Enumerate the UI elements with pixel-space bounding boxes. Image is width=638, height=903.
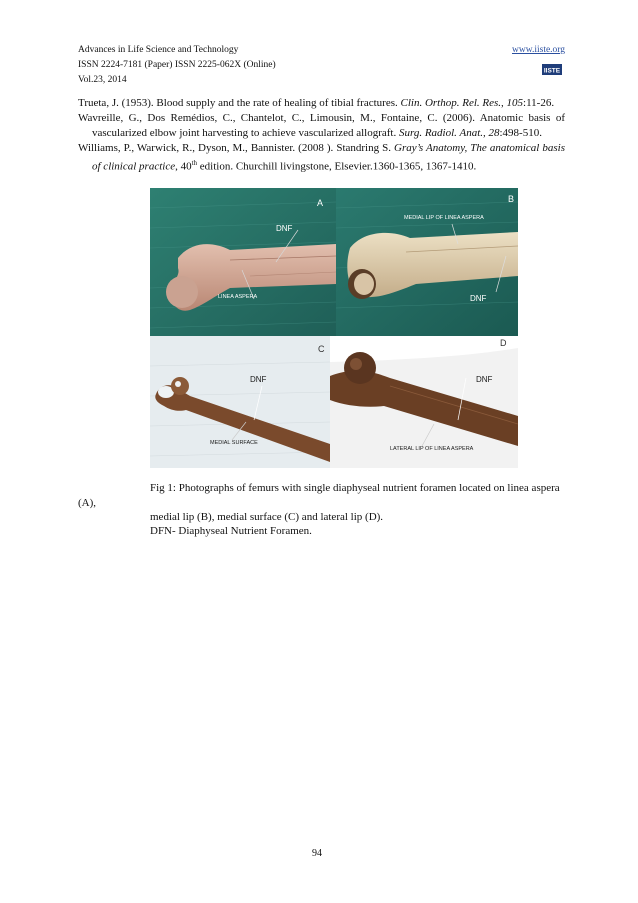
issn-line: ISSN 2224-7181 (Paper) ISSN 2225-062X (Online): [78, 60, 276, 70]
panel-d-dnf-label: DNF: [476, 375, 493, 384]
panel-c-structure-label: MEDIAL SURFACE: [210, 440, 258, 446]
logo-text: IISTE: [543, 67, 561, 75]
panel-b-dnf-label: DNF: [470, 294, 487, 303]
panel-a-letter: A: [317, 198, 324, 208]
figure-caption-line-3: medial lip (B), medial surface (C) and lateral lip (D).: [150, 511, 384, 523]
panel-c: [150, 336, 330, 468]
panel-a-photo: [150, 188, 336, 336]
iiste-logo: [541, 61, 563, 78]
panel-a-dnf-label: DNF: [276, 224, 293, 233]
femur-figure: [150, 188, 518, 468]
panel-d-structure-label: LATERAL LIP OF LINEA ASPERA: [390, 446, 474, 452]
panel-d-letter: D: [500, 338, 507, 348]
reference-2: Wavreille, G., Dos Remédios, C., Chantelot, C., Limousin, M., Fontaine, C. (2006). Anatomic basis of vascularized elbow joint harvesting to achieve vascularized allograft. Surg. Radiol. Anat., 28:498-510.: [78, 112, 565, 139]
figure-caption-line-1: Fig 1: Photographs of femurs with single diaphyseal nutrient foramen located on linea aspera: [150, 482, 560, 494]
reference-3: Williams, P., Warwick, R., Dyson, M., Bannister. (2008 ). Standring S. Gray’s Anatomy, The anatomical basis of clinical practice, 40th edition. Churchill livingstone, Elsevier.1360-1365, 1367-1410.: [78, 142, 565, 173]
reference-1: Trueta, J. (1953). Blood supply and the rate of healing of tibial fractures. Clin. Orthop. Rel. Res., 105:11-26.: [78, 97, 555, 109]
panel-c-dnf-label: DNF: [250, 375, 267, 384]
volume-line: Vol.23, 2014: [78, 75, 127, 85]
journal-name: Advances in Life Science and Technology: [78, 45, 239, 55]
panel-b-letter: B: [508, 194, 515, 204]
figure-caption-line-4: DFN- Diaphyseal Nutrient Foramen.: [150, 525, 312, 537]
panel-c-photo: [150, 336, 330, 468]
journal-url-link[interactable]: www.iiste.org: [512, 45, 566, 55]
panel-b-photo: [336, 188, 518, 336]
panel-b: [336, 188, 518, 336]
figure-caption-line-2: (A),: [78, 497, 97, 509]
panel-a-structure-label: LINEA ASPERA: [218, 294, 258, 300]
panel-c-letter: C: [318, 344, 325, 354]
panel-d: [330, 336, 518, 468]
panel-a: [150, 188, 336, 336]
page-number: 94: [312, 848, 322, 859]
panel-b-structure-label: MEDIAL LIP OF LINEA ASPERA: [404, 215, 484, 221]
